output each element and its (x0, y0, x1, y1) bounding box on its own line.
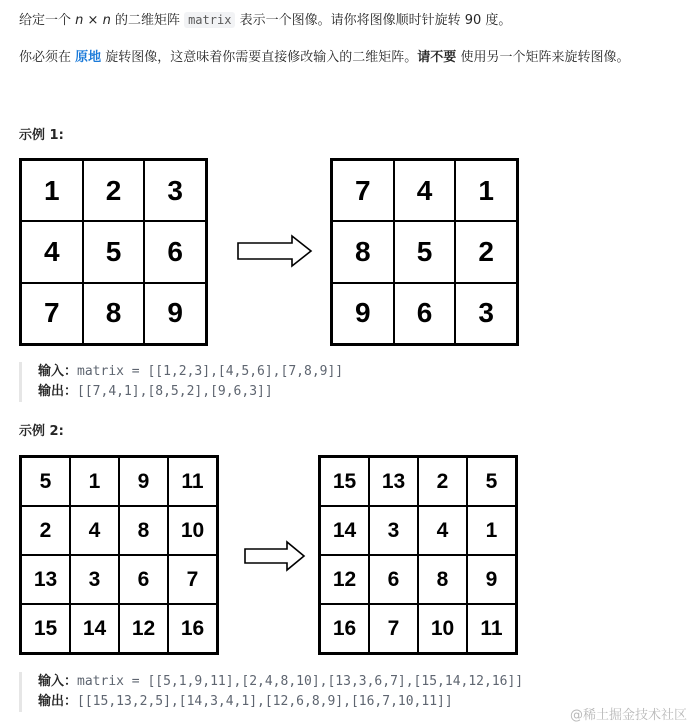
matrix-cell: 5 (467, 457, 516, 506)
example1-title: 示例 1: (19, 128, 64, 143)
example1-io-block (19, 362, 343, 402)
matrix-cell: 8 (83, 283, 145, 344)
emphasis-do-not: 请不要 (417, 50, 457, 65)
matrix-cell: 15 (21, 604, 70, 653)
matrix-cell: 12 (119, 604, 168, 653)
matrix-cell: 11 (168, 457, 217, 506)
in-place-link[interactable]: 原地 (75, 50, 102, 65)
matrix-cell: 1 (70, 457, 119, 506)
matrix-cell: 1 (467, 506, 516, 555)
matrix-cell: 16 (320, 604, 369, 653)
inline-code-matrix: matrix (184, 12, 235, 28)
matrix-cell: 3 (455, 283, 517, 344)
matrix-cell: 14 (320, 506, 369, 555)
matrix-cell: 2 (21, 506, 70, 555)
matrix-cell: 5 (83, 221, 145, 282)
input-value: matrix = [[1,2,3],[4,5,6],[7,8,9]] (77, 364, 344, 379)
output-value: [[7,4,1],[8,5,2],[9,6,3]] (77, 384, 273, 399)
matrix-cell: 13 (21, 555, 70, 604)
matrix-cell: 7 (21, 283, 83, 344)
text-fragment: 使用另一个矩阵来旋转图像。 (456, 50, 630, 65)
matrix-cell: 11 (467, 604, 516, 653)
matrix-cell: 7 (168, 555, 217, 604)
matrix-cell: 12 (320, 555, 369, 604)
matrix-cell: 2 (455, 221, 517, 282)
matrix-cell: 4 (394, 160, 456, 221)
output-label: 输出： (38, 384, 78, 399)
input-value: matrix = [[5,1,9,11],[2,4,8,10],[13,3,6,7],[15,14,12,16]] (77, 674, 524, 689)
matrix-cell: 9 (144, 283, 206, 344)
matrix-cell: 6 (394, 283, 456, 344)
example1-output-line (38, 382, 343, 402)
output-label: 输出： (38, 694, 78, 709)
text-fragment: × (83, 13, 103, 28)
problem-statement-line2 (19, 49, 629, 67)
example2-output-matrix (318, 455, 518, 655)
matrix-cell: 8 (119, 506, 168, 555)
matrix-cell: 4 (418, 506, 467, 555)
example2-io-block (19, 672, 523, 712)
matrix-cell: 9 (119, 457, 168, 506)
example2-output-line (38, 692, 523, 712)
output-value: [[15,13,2,5],[14,3,4,1],[12,6,8,9],[16,7,10,11]] (77, 694, 453, 709)
matrix-cell: 6 (144, 221, 206, 282)
matrix-cell: 4 (70, 506, 119, 555)
example2-input-line (38, 672, 523, 692)
matrix-cell: 1 (455, 160, 517, 221)
problem-statement-line1 (19, 11, 511, 30)
matrix-cell: 13 (369, 457, 418, 506)
matrix-cell: 10 (418, 604, 467, 653)
text-fragment: 给定一个 (19, 13, 76, 28)
variable-n: n (75, 13, 84, 28)
matrix-cell: 6 (369, 555, 418, 604)
input-label: 输入： (38, 674, 78, 689)
matrix-cell: 7 (332, 160, 394, 221)
matrix-cell: 5 (394, 221, 456, 282)
example1-input-line (38, 362, 343, 382)
matrix-cell: 3 (144, 160, 206, 221)
matrix-cell: 2 (418, 457, 467, 506)
matrix-cell: 6 (119, 555, 168, 604)
matrix-cell: 8 (418, 555, 467, 604)
matrix-cell: 3 (70, 555, 119, 604)
right-arrow-outline-icon (243, 540, 307, 572)
matrix-cell: 16 (168, 604, 217, 653)
example1-input-matrix (19, 158, 208, 346)
matrix-cell: 3 (369, 506, 418, 555)
matrix-cell: 4 (21, 221, 83, 282)
watermark: @稀土掘金技术社区 (569, 708, 687, 723)
example1-output-matrix (330, 158, 519, 346)
matrix-cell: 9 (467, 555, 516, 604)
example2-input-matrix (19, 455, 219, 655)
input-label: 输入： (38, 364, 78, 379)
variable-n: n (102, 13, 111, 28)
matrix-cell: 8 (332, 221, 394, 282)
text-fragment: 的二维矩阵 (110, 13, 185, 28)
matrix-cell: 5 (21, 457, 70, 506)
matrix-cell: 7 (369, 604, 418, 653)
right-arrow-outline-icon (236, 234, 314, 268)
text-fragment: 旋转图像，这意味着你需要直接修改输入的二维矩阵。 (101, 50, 418, 65)
matrix-cell: 2 (83, 160, 145, 221)
matrix-cell: 15 (320, 457, 369, 506)
matrix-cell: 1 (21, 160, 83, 221)
text-fragment: 表示一个图像。请你将图像顺时针旋转 90 度。 (235, 13, 512, 28)
text-fragment: 你必须在 (19, 50, 76, 65)
matrix-cell: 9 (332, 283, 394, 344)
matrix-cell: 10 (168, 506, 217, 555)
example2-title: 示例 2: (19, 424, 64, 439)
matrix-cell: 14 (70, 604, 119, 653)
